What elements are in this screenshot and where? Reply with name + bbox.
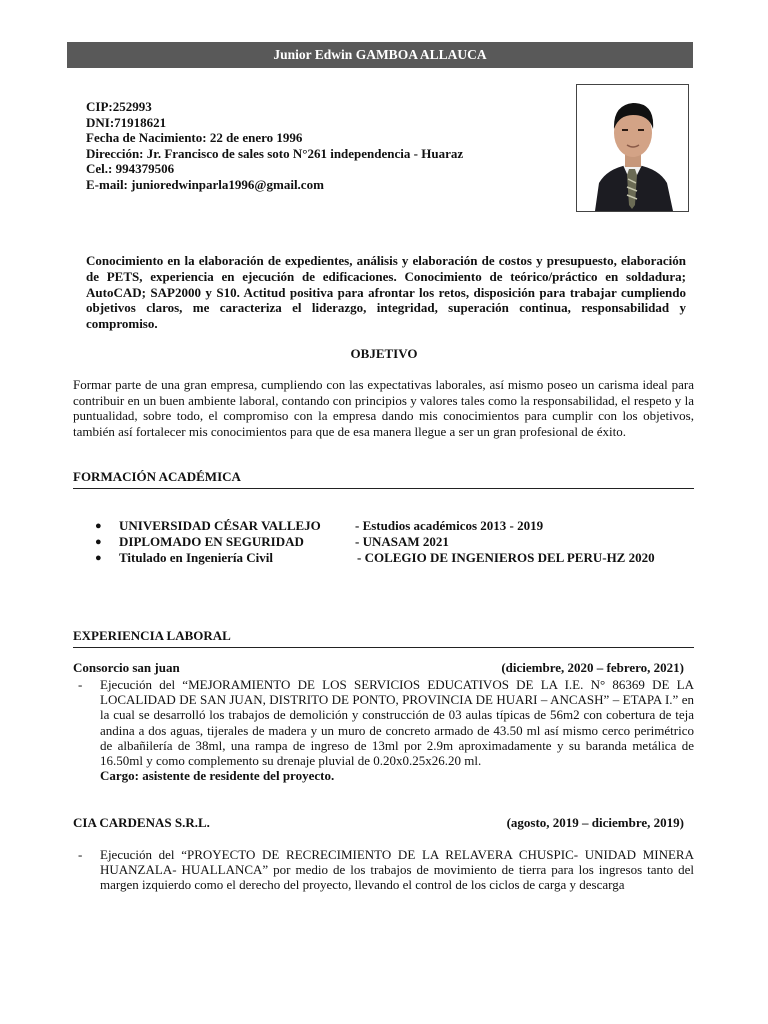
job-description-item	[78, 847, 694, 893]
name-header	[67, 42, 693, 68]
dash-marker: -	[78, 677, 83, 692]
education-heading: FORMACIÓN ACADÉMICA	[73, 469, 694, 489]
email-line: E-mail: junioredwinparla1996@gmail.com	[86, 176, 324, 192]
job-description-body	[100, 677, 694, 783]
objective-heading: OBJETIVO	[350, 346, 418, 361]
company-name: Consorcio san juan	[73, 660, 180, 675]
dash-marker: -	[78, 847, 83, 862]
cip-line: CIP:252993	[86, 99, 152, 114]
dni-line: DNI:71918621	[86, 114, 167, 130]
job-description-body	[100, 847, 694, 893]
portrait-image	[577, 85, 688, 211]
bullet-icon: ●	[95, 552, 102, 564]
education-detail: - COLEGIO DE INGENIEROS DEL PERU-HZ 2020	[357, 550, 655, 565]
education-detail: - UNASAM 2021	[355, 534, 449, 549]
list-item	[95, 518, 655, 534]
education-list	[95, 518, 655, 566]
company-name: CIA CARDENAS S.R.L.	[73, 815, 210, 830]
job-description-item	[78, 677, 694, 783]
full-name: Junior Edwin GAMBOA ALLAUCA	[273, 47, 487, 62]
job-description: Ejecución del “MEJORAMIENTO DE LOS SERVICIOS EDUCATIVOS DE LA I.E. N° 86369 DE LA LOCALIDAD DE SAN JUAN, DISTRITO DE PONTO, PROVINCIA DE HUARI – ANCASH” – ETAPA I.” en la cual se desarrolló los trabajos de demolición y construcción de 03 aulas típicas de 56m2 con cobertura de teja andina a dos aguas, tijerales de madera y un muro de concreto armado de 43.50 ml así mismo cerco perimétrico de albañilería de 38ml, una rampa de ingreso de 13ml por 2.9m aproximadamente y su baranda metálica de 16.50ml y como complemento su drenaje pluvial de 0.20x0.25x26.20 ml.	[100, 677, 694, 769]
bullet-icon: ●	[95, 520, 102, 532]
job-dates: (agosto, 2019 – diciembre, 2019)	[506, 815, 684, 830]
job-dates: (diciembre, 2020 – febrero, 2021)	[501, 660, 684, 675]
objective-text: Formar parte de una gran empresa, cumpliendo con las expectativas laborales, así mismo poseo un carisma ideal para contribuir en un buen ambiente laboral, contando con principios y valores tales como la responsabilidad, el respeto y la puntualidad, sobre todo, el compromiso con la empresa dando mis conocimientos para cumplir con los objetivos, también así fortalecer mis conocimientos para que de esa manera llegue a ser un gran profesional de éxito.	[73, 377, 694, 439]
list-item	[95, 534, 655, 550]
education-institution: UNIVERSIDAD CÉSAR VALLEJO	[119, 518, 321, 533]
experience-heading: EXPERIENCIA LABORAL	[73, 628, 694, 648]
job-description: Ejecución del “PROYECTO DE RECRECIMIENTO DE LA RELAVERA CHUSPIC- UNIDAD MINERA HUANZALA- HUALLANCA” por medio de los trabajos de movimiento de tierra para los ingresos tanto del margen izquierdo como el derecho del proyecto, llevando el control de los ciclos de carga y descarga	[100, 847, 694, 893]
job-role: Cargo: asistente de residente del proyecto.	[100, 768, 335, 784]
profile-photo	[576, 84, 689, 212]
birth-date-line: Fecha de Nacimiento: 22 de enero 1996	[86, 130, 303, 146]
address-line: Dirección: Jr. Francisco de sales soto N°261 independencia - Huaraz	[86, 145, 464, 161]
job-header	[73, 660, 694, 676]
phone-line: Cel.: 994379506	[86, 161, 175, 177]
bullet-icon: ●	[95, 536, 102, 548]
list-item	[95, 550, 655, 566]
profile-summary: Conocimiento en la elaboración de expedientes, análisis y elaboración de costos y presupuesto, elaboración de PETS, experiencia en ejecución de edificaciones. Conocimiento de teórico/práctico en soldadura; AutoCAD; SAP2000 y S10. Actitud positiva para afrontar los retos, disposición para trabajar cumpliendo objetivos claros, me caracteriza el liderazgo, integridad, superación continua, responsabilidad y compromiso.	[86, 253, 686, 332]
contact-block	[86, 99, 463, 193]
education-institution: DIPLOMADO EN SEGURIDAD	[119, 534, 304, 549]
education-institution: Titulado en Ingeniería Civil	[119, 550, 273, 565]
job-header	[73, 815, 694, 831]
education-detail: - Estudios académicos 2013 - 2019	[355, 518, 544, 533]
